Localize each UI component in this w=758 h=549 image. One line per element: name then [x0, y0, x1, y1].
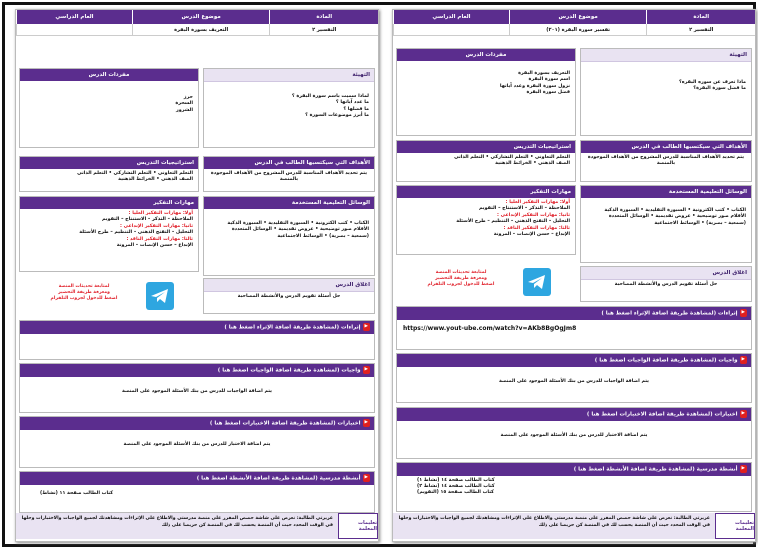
notes-text: عزيزتي الطالبة: نعرض على شاشة حصص المقرر على منصة مدرستي والاطلاع على الإثراءات ومشاهدتك لجميع الواجبات والاختبارات وحلها في الوقت المحدد حيث أن المنصة يحسب لك في المنصة كن حريصا على ذلك [393, 513, 715, 539]
homework-text: يتم اضافة الواجبات للدرس من بنك الأسئلة الموجود على المنصة [122, 388, 272, 394]
thinking-2-text: التحليل – التفتح الذهني – التنظيم – طرح الأسئلة [79, 230, 193, 236]
enrichment-link[interactable] [397, 307, 751, 320]
enrichment-box [19, 320, 375, 360]
lesson-plan-page-right [392, 9, 756, 542]
play-icon: ▶ [364, 420, 368, 425]
homework-text: يتم اضافة الواجبات للدرس من بنك الأسئلة الموجود على المنصة [499, 378, 649, 384]
activities-box [396, 462, 752, 512]
homework-link[interactable] [20, 364, 374, 377]
header-values [393, 24, 755, 36]
close-box [580, 266, 752, 302]
header-year: العام الدراسي [393, 10, 509, 24]
goals-label: الأهداف التي سيكتسبها الطالب في الدرس [204, 157, 374, 169]
intro-text: ماذا تعرف عن سوره البقره؟ ما فضل سورة البقرة؟ [679, 80, 746, 92]
play-icon: ▶ [364, 367, 368, 372]
vocab-box [396, 48, 576, 136]
topic-value: تفسير سورة البقرة (٢٠١) [509, 24, 647, 35]
subject-value: التفسير ٢ [269, 24, 378, 35]
vocab-label: مفردات الدرس [20, 69, 198, 81]
close-text: حل أسئلة تقويم الدرس والأنشطة المصاحبة [614, 282, 718, 287]
strategies-box [19, 156, 199, 192]
activities-box [19, 471, 375, 513]
strategies-label: استراتيجيات التدريس [397, 141, 575, 153]
exams-box [19, 416, 375, 468]
homework-link[interactable] [397, 354, 751, 367]
close-label: اغلاق الدرس [581, 267, 751, 280]
homework-box [19, 363, 375, 413]
exams-text: يتم اضافة الاختبار للدرس من بنك الأسئلة الموجود على المنصة [500, 432, 648, 438]
teacher-notes [16, 513, 378, 539]
play-icon: ▶ [364, 324, 368, 329]
homework-label: واجبات (لمشاهدة طريقة اضافة الواجبات اضغط هنا ) [217, 367, 361, 374]
enrichment-url[interactable]: https://www.yout-ube.com/watch?v=AKb8BgOgJm8 [403, 324, 577, 332]
header-topic: موضوع الدرس [509, 10, 647, 24]
goals-box [203, 156, 375, 192]
media-text: الكتاب • كتب الكترونية • السبورة التقليدية • السبورة الذكية الأقلام صور توضيحية • عروض تقديمية • الوسائل المتعددة (سمعية – بصرية) • الوسائط الاجتماعية [227, 221, 369, 239]
activities-label: أنشطة مدرسية (لمشاهدة طريقة اضافة الأنشطة اضغط هنا ) [196, 475, 361, 482]
year-value [16, 24, 132, 35]
teacher-notes [393, 513, 755, 539]
enrichment-box [396, 306, 752, 350]
activities-text: كتاب الطالب صفحة ١١ (نشاط) [40, 490, 114, 496]
exams-label: اختبارات (لمشاهدة طريقة اضافة الاختبارات اضغط هنا ) [209, 420, 361, 427]
homework-label: واجبات (لمشاهدة طريقة اضافة الواجبات اضغط هنا ) [594, 357, 738, 364]
close-text: حل أسئلة تقويم الدرس والأنشطة المصاحبة [237, 294, 341, 299]
telegram-promo[interactable] [401, 264, 577, 304]
page-frame [2, 2, 756, 547]
thinking-2-title: ثانيا: مهارات التفكير الإبداعي : [497, 212, 570, 218]
intro-box [580, 48, 752, 136]
thinking-3-text: الإبداع – حسن الإنصات – المرونة [493, 232, 570, 238]
thinking-1-title: أولا: مهارات التفكير العليا : [505, 200, 570, 205]
activities-text: كتاب الطالب صفحة ١٤ (نشاط ١) كتاب الطالب صفحة ١٤ (نشاط ٢) كتاب الطالب صفحة ١٥ (التقويم) [417, 477, 495, 496]
play-icon: ▶ [364, 475, 368, 480]
header-values [16, 24, 378, 36]
telegram-icon[interactable] [146, 282, 174, 310]
goals-text: يتم تحديد الأهداف المناسبة للدرس المشروح من الأهداف الموجودة بالمنصة [587, 155, 745, 167]
activities-label: أنشطة مدرسية (لمشاهدة طريقة اضافة الأنشطة اضغط هنا ) [573, 466, 738, 473]
header-year: العام الدراسي [16, 10, 132, 24]
media-label: الوسائل التعليمية المستخدمة [204, 197, 374, 209]
intro-box [203, 68, 375, 148]
notes-label: تعليمات المعلمة [338, 513, 378, 539]
play-icon: ▶ [741, 310, 745, 315]
lesson-plan-page-left [15, 9, 379, 542]
header-row [16, 10, 378, 24]
thinking-1-title: أولا: مهارات التفكير العليا : [128, 211, 193, 216]
strategies-text: التعلم التعاوني • التعلم التشاركي • التعلم الذاتي الصف الذهني • الخرائط الذهنية [77, 171, 193, 183]
notes-label: تعليمات المعلمة [715, 513, 755, 539]
thinking-1-text: الملاحظة – التذكر – الاستنتاج – التقويم [102, 217, 193, 223]
thinking-label: مهارات التفكير [397, 186, 575, 198]
media-label: الوسائل التعليمية المستخدمة [581, 186, 751, 198]
thinking-1-text: الملاحظة – التذكر – الاستنتاج – التقويم [479, 206, 570, 212]
vocab-text: التعريف بسورة البقرة اسم سورة البقرة نزول سورة البقرة وعدد آياتها فضل سورة البقرة [499, 71, 570, 96]
strategies-box [396, 140, 576, 182]
intro-label: التهيئة [204, 69, 374, 82]
thinking-box [19, 196, 199, 272]
close-box [203, 278, 375, 314]
goals-label: الأهداف التي سيكتسبها الطالب في الدرس [581, 141, 751, 153]
strategies-label: استراتيجيات التدريس [20, 157, 198, 169]
topic-value: التعريف بسورة البقرة [132, 24, 270, 35]
enrichment-label: إثراءات (لمشاهدة طريقة اضافة الإثراء اضغط هنا ) [601, 310, 738, 317]
notes-text: عزيزتي الطالبة: نعرض على شاشة حصص المقرر على منصة مدرستي والاطلاع على الإثراءات ومشاهدتك لجميع الواجبات والاختبارات وحلها في الوقت المحدد حيث أن المنصة يحسب لك في المنصة كن حريصا على ذلك [16, 513, 338, 539]
enrichment-link[interactable] [20, 321, 374, 334]
thinking-box [396, 185, 576, 255]
exams-text: يتم اضافة الاختبار للدرس من بنك الأسئلة الموجود على المنصة [123, 441, 271, 447]
media-box [580, 185, 752, 263]
strategies-text: التعلم التعاوني • التعلم التشاركي • التعلم الذاتي الصف الذهني • الخرائط الذهنية [454, 155, 570, 167]
goals-text: يتم تحديد الأهداف المناسبة للدرس المشروح من الأهداف الموجودة بالمنصة [210, 171, 368, 183]
exams-link[interactable] [397, 408, 751, 421]
header-topic: موضوع الدرس [132, 10, 270, 24]
play-icon: ▶ [741, 357, 745, 362]
thinking-3-title: ثالثا: مهارات التفكير الناقد : [126, 236, 193, 242]
telegram-text[interactable]: لمتابعة تحديثات المنصة ومعرفة طريقة التحضير اضغط للدخول لجروب التلقرام [427, 270, 495, 287]
activities-link[interactable] [397, 463, 751, 476]
intro-text: لماذا سميت باسم سورة البقرة ؟ ما عدد آياتها ؟ ما فضلها ؟ ما أبرز موضوعات السورة ؟ [291, 94, 369, 119]
vocab-box [19, 68, 199, 148]
play-icon: ▶ [741, 466, 745, 471]
thinking-3-text: الإبداع – حسن الإنصات – المرونة [116, 243, 193, 249]
play-icon: ▶ [741, 411, 745, 416]
header-row [393, 10, 755, 24]
telegram-promo[interactable] [24, 276, 200, 318]
intro-label: التهيئة [581, 49, 751, 62]
enrichment-label: إثراءات (لمشاهدة طريقة اضافة الإثراء اضغط هنا ) [224, 324, 361, 331]
vocab-label: مفردات الدرس [397, 49, 575, 61]
thinking-3-title: ثالثا: مهارات التفكير الناقد : [503, 225, 570, 231]
activities-link[interactable] [20, 472, 374, 485]
year-value [393, 24, 509, 35]
thinking-2-title: ثانيا: مهارات التفكير الإبداعي : [120, 223, 193, 229]
media-box [203, 196, 375, 276]
subject-value: التفسير ٢ [646, 24, 755, 35]
homework-box [396, 353, 752, 403]
header-subject: المادة [269, 10, 378, 24]
telegram-icon[interactable] [523, 268, 551, 296]
thinking-label: مهارات التفكير [20, 197, 198, 209]
vocab-text: حرز السحرة الشرور [175, 95, 193, 113]
thinking-2-text: التحليل – التفتح الذهني – التنظيم – طرح الأسئلة [456, 219, 570, 225]
telegram-text[interactable]: لمتابعة تحديثات المنصة ومعرفة طريقة التحضير اضغط للدخول لجروب التلقرام [50, 284, 118, 301]
goals-box [580, 140, 752, 182]
header-subject: المادة [646, 10, 755, 24]
exams-link[interactable] [20, 417, 374, 430]
exams-label: اختبارات (لمشاهدة طريقة اضافة الاختبارات اضغط هنا ) [586, 411, 738, 418]
exams-box [396, 407, 752, 459]
media-text: الكتاب • كتب الكترونية • السبورة التقليدية • السبورة الذكية الأقلام صور توضيحية • عروض تقديمية • الوسائل المتعددة (سمعية – بصرية) • الوسائط الاجتماعية [604, 208, 746, 226]
close-label: اغلاق الدرس [204, 279, 374, 292]
